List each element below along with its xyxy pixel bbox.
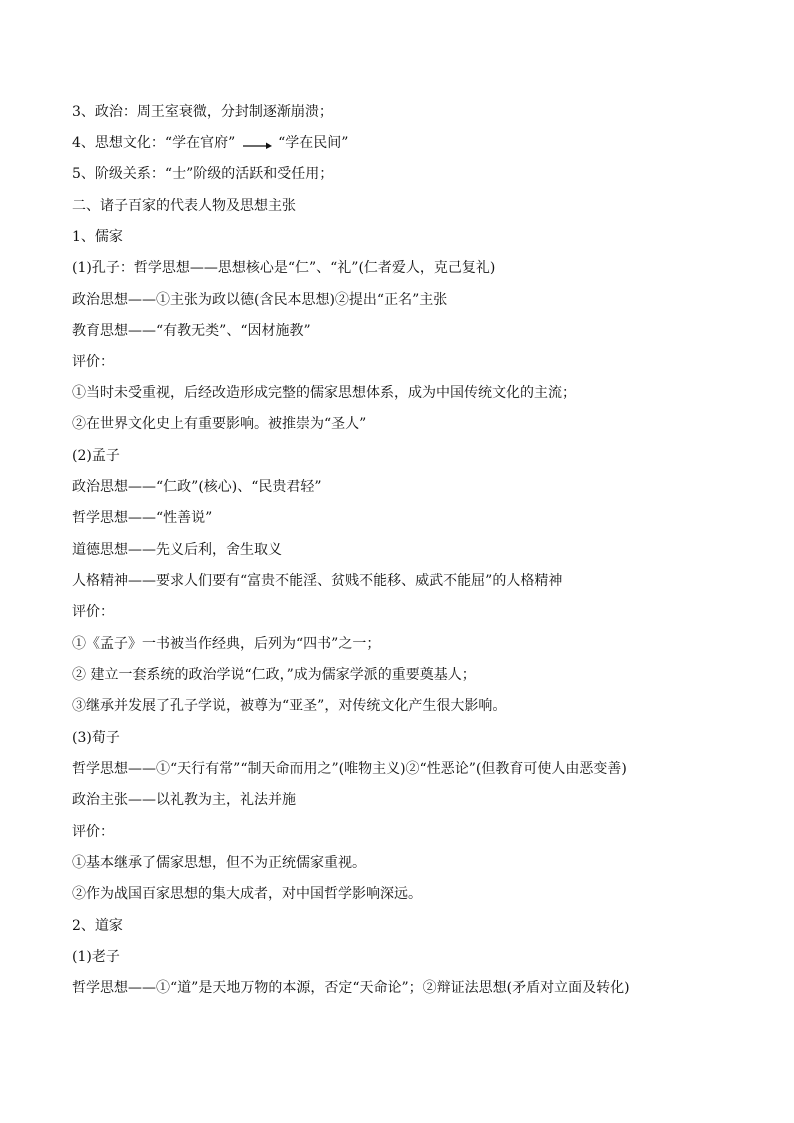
text-line: (1)老子 [72, 949, 120, 965]
text-line: 政治思想——“仁政”(核心)、“民贵君轻” [72, 479, 322, 495]
text-line: 道德思想——先义后利，舍生取义 [72, 542, 282, 558]
text-line: 5、阶级关系：“士”阶级的活跃和受任用； [72, 166, 334, 182]
text-line: (3)荀子 [72, 730, 120, 746]
section-heading: 二、诸子百家的代表人物及思想主张 [72, 198, 296, 214]
text-line: 哲学思想——“性善说” [72, 510, 213, 526]
text-line: 教育思想——“有教无类”、“因材施教” [72, 323, 311, 339]
text-line: ③继承并发展了孔子学说，被尊为“亚圣”，对传统文化产生很大影响。 [72, 698, 507, 714]
text-segment: 4、思想文化：“学在官府” [72, 135, 236, 151]
text-line: (2)孟子 [72, 448, 120, 464]
text-line: 评价： [72, 354, 114, 370]
text-line: 评价： [72, 824, 114, 840]
text-line: ②作为战国百家思想的集大成者，对中国哲学影响深远。 [72, 886, 422, 902]
text-line: 人格精神——要求人们要有“富贵不能淫、贫贱不能移、威武不能屈”的人格精神 [72, 573, 563, 589]
text-line: 哲学思想——①“道”是天地万物的本源，否定“天命论”；②辩证法思想(矛盾对立面及转化) [72, 980, 630, 996]
text-line-with-arrow [72, 133, 348, 153]
text-line: 政治思想——①主张为政以德(含民本思想)②提出“正名”主张 [72, 292, 448, 308]
text-line: ①当时未受重视，后经改造形成完整的儒家思想体系，成为中国传统文化的主流； [72, 385, 576, 401]
subsection-heading: 2、道家 [72, 918, 123, 934]
text-line: ①《孟子》一书被当作经典，后列为“四书”之一； [72, 636, 381, 652]
subsection-heading: 1、儒家 [72, 229, 123, 245]
text-segment: “学在民间” [278, 135, 349, 151]
text-line: 评价： [72, 604, 114, 620]
text-line: ①基本继承了儒家思想，但不为正统儒家重视。 [72, 855, 366, 871]
arrow-right-icon [242, 137, 272, 149]
text-line: 政治主张——以礼教为主，礼法并施 [72, 792, 296, 808]
text-line: ②在世界文化史上有重要影响。被推崇为“圣人” [72, 416, 367, 432]
text-line: 3、政治：周王室衰微，分封制逐渐崩溃； [72, 104, 333, 120]
text-line: ② 建立一套系统的政治学说“仁政，”成为儒家学派的重要奠基人； [72, 667, 476, 683]
text-line: (1)孔子：哲学思想——思想核心是“仁”、“礼”(仁者爱人，克己复礼) [72, 260, 496, 276]
text-line: 哲学思想——①“天行有常”“制天命而用之”(唯物主义)②“性恶论”(但教育可使人由恶变善) [72, 761, 627, 777]
